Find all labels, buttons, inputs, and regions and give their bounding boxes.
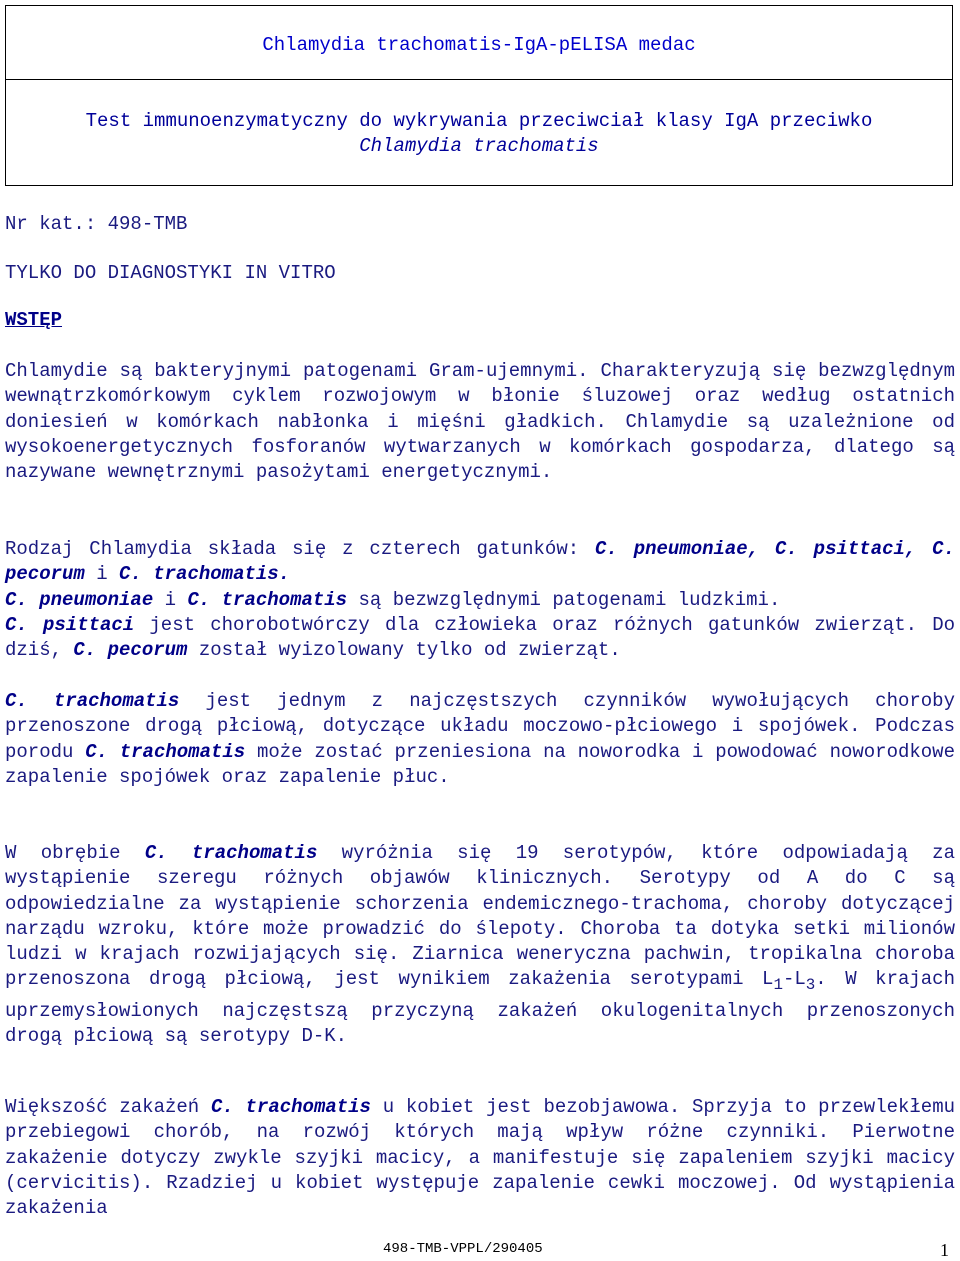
species-name: C. psittaci,	[775, 538, 917, 560]
p4-text-a: W obrębie	[5, 842, 145, 864]
p2-text-d: został wyizolowany tylko od zwierząt.	[187, 639, 621, 662]
page-number: 1	[940, 1240, 949, 1260]
species-name: C. pneumoniae,	[595, 538, 760, 560]
catalog-number: Nr kat.: 498-TMB	[5, 213, 188, 235]
ivd-notice: TYLKO DO DIAGNOSTYKI IN VITRO	[5, 262, 336, 284]
subtitle-box	[5, 80, 953, 186]
p3-text-b: może zostać przeniesiona na noworodka i powodować noworodkowe zapalenie spojówek oraz zapalenie płuc.	[5, 740, 955, 788]
section-heading: WSTĘP	[5, 309, 63, 331]
document-code: 498-TMB-VPPL/290405	[383, 1241, 543, 1257]
paragraph-species	[5, 537, 955, 663]
paragraph-women	[5, 1095, 955, 1221]
p4-text-c: -L	[782, 968, 806, 991]
p5-text-b: u kobiet jest bezobjawowa. Sprzyja to przewlekłemu przebiegowi chorób, na rozwój których mają wpływ różne czynniki. Pierwotne zakażenie dotyczy zwykle szyjki macicy, a manifestuje się zapaleniem szyjki macicy (cervicitis). Rzadziej u kobiet występuje zapalenie cewki moczowej. Od wystąpienia zakażenia	[5, 1096, 956, 1220]
species-name: C. pneumoniae	[5, 588, 154, 611]
p4-text-d: . W krajach uprzemysłowionych najczęstszą przyczyną zakażeń okulogenitalnych przenoszonych drogą płciową są serotypy D-K.	[5, 968, 955, 1047]
p2-text-and: i	[84, 563, 120, 586]
species-name: C. pecorum	[73, 639, 188, 662]
paragraph-transmission	[5, 689, 955, 790]
paragraph-4-text	[5, 841, 955, 1049]
paragraph-2-text	[5, 537, 955, 663]
p2-text-and: i	[153, 588, 188, 611]
p4-text-b: wyróżnia się 19 serotypów, które odpowiadają za wystąpienie szeregu różnych objawów klinicznych. Serotypy od A do C są odpowiedzialne za wystąpienie schorzenia endemicznego-trachoma, choroby dotyczącej narządu wzroku, które może prowadzić do ślepoty. Choroba ta dotyka setki milionów ludzi w krajach rozwijających się. Ziarnica weneryczna pachwin, tropikalna choroba przenoszona drogą płciową, jest wynikiem zakażenia serotypami L	[5, 842, 955, 991]
paragraph-serotypes	[5, 841, 955, 1049]
species-name: C. trachomatis	[5, 690, 180, 712]
p5-text-a: Większość zakażeń	[5, 1096, 211, 1118]
p3-text-a: jest jednym z najczęstszych czynników wywołujących choroby przenoszone drogą płciową, dotyczące układu moczowo-płciowego i spojówek. Podczas porodu	[5, 690, 955, 763]
p2-text-b: są bezwzględnymi patogenami ludzkimi.	[347, 588, 781, 611]
paragraph-3-text	[5, 689, 955, 790]
species-name: C. trachomatis	[144, 842, 318, 864]
document-title: Chlamydia trachomatis-IgA-pELISA medac	[262, 34, 696, 56]
p2-text-c: jest chorobotwórczy dla człowieka oraz różnych gatunków zwierząt. Do dziś,	[5, 613, 956, 662]
species-name: C. psittaci	[5, 613, 135, 636]
paragraph-intro	[5, 359, 955, 485]
document-subtitle-organism: Chlamydia trachomatis	[359, 135, 599, 157]
species-name: C. trachomatis	[85, 740, 246, 763]
subscript: 1	[773, 976, 783, 995]
species-name: C. trachomatis.	[119, 563, 291, 586]
title-box	[5, 5, 953, 80]
subscript: 3	[805, 976, 816, 995]
paragraph-5-text	[5, 1095, 955, 1221]
document-subtitle: Test immunoenzymatyczny do wykrywania przeciwciał klasy IgA przeciwko	[85, 110, 873, 132]
species-name: C. trachomatis	[187, 588, 348, 611]
p2-text-a: Rodzaj Chlamydia składa się z czterech gatunków:	[5, 538, 596, 560]
species-name: C. pecorum	[5, 538, 955, 586]
paragraph-1-text: Chlamydie są bakteryjnymi patogenami Gram-ujemnymi. Charakteryzują się bezwzględnym wewnątrzkomórkowym cyklem rozwojowym w błonie śluzowej oraz według ostatnich doniesień w komórkach nabłonka i mięśni gładkich. Chlamydie są uzależnione od wysokoenergetycznych fosforanów wytwarzanych w komórkach gospodarza, dlatego są nazywane wewnętrznymi pasożytami energetycznymi.	[5, 360, 955, 484]
species-name: C. trachomatis	[210, 1096, 371, 1118]
